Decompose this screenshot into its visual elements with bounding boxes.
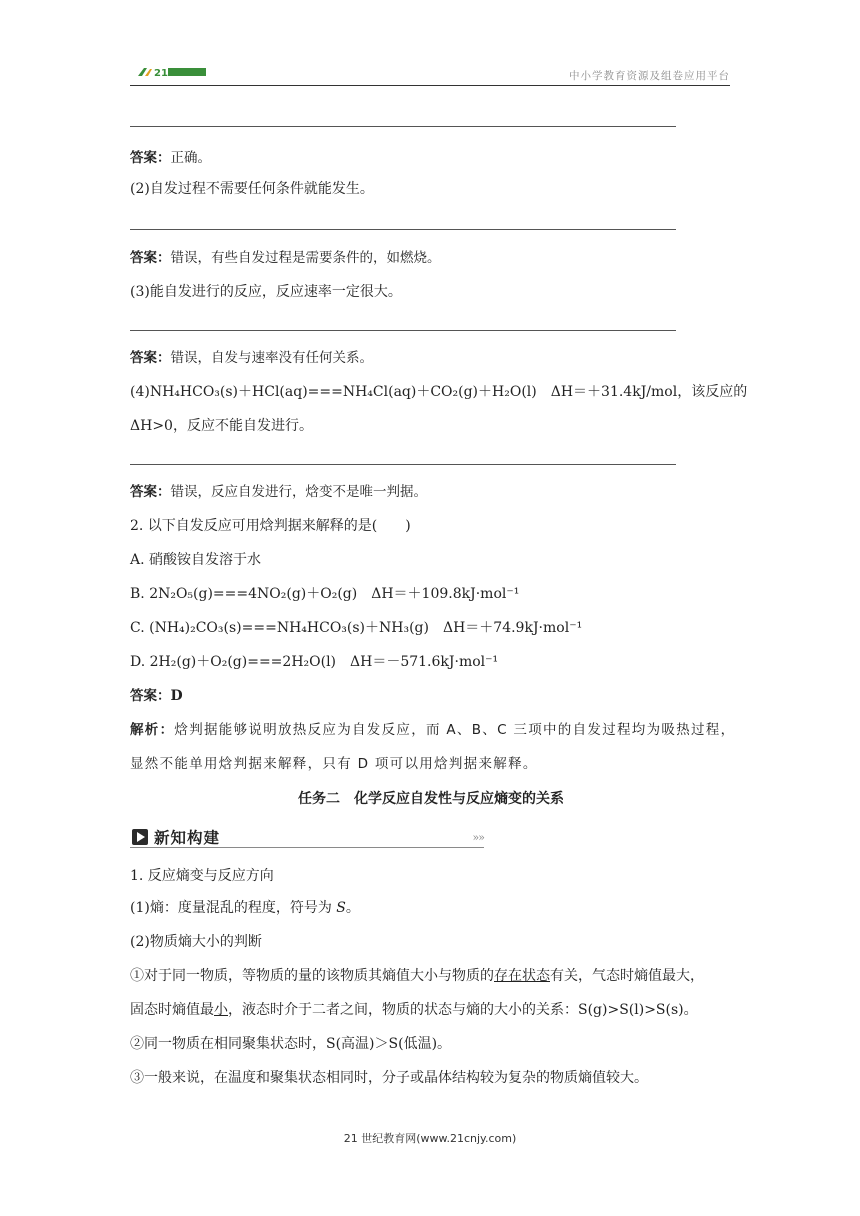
answer-blank <box>130 126 676 127</box>
knowledge-point-1: (1)熵：度量混乱的程度，符号为 S。 <box>130 900 360 916</box>
chevron-right-icon: »» <box>472 831 484 844</box>
logo-icon <box>136 64 208 80</box>
svg-text:21: 21 <box>154 68 168 79</box>
page-header <box>130 58 730 88</box>
statement-4-line1: (4)NH₄HCO₃(s)＋HCl(aq)===NH₄Cl(aq)＋CO₂(g)＋H₂O(l) ΔH＝＋31.4kJ/mol，该反应的 <box>130 384 748 400</box>
statement-2: (2)自发过程不需要任何条件就能发生。 <box>130 181 374 197</box>
answer-blank <box>130 330 676 331</box>
statement-3: (3)能自发进行的反应，反应速率一定很大。 <box>130 284 402 300</box>
option-c: C. (NH₄)₂CO₃(s)===NH₄HCO₃(s)＋NH₃(g) ΔH＝＋74.9kJ·mol⁻¹ <box>130 620 583 636</box>
knowledge-heading: 1. 反应熵变与反应方向 <box>130 868 274 884</box>
answer-1: 答案：正确。 <box>130 150 211 166</box>
option-d: D. 2H₂(g)＋O₂(g)===2H₂O(l) ΔH＝－571.6kJ·mol⁻¹ <box>130 654 499 670</box>
answer-3: 答案：错误，自发与速率没有任何关系。 <box>130 350 373 366</box>
answer-2: 答案：错误，有些自发过程是需要条件的，如燃烧。 <box>130 250 441 266</box>
analysis-line1: 解析：焓判据能够说明放热反应为自发反应，而 A、B、C 三项中的自发过程均为吸热过程， <box>130 722 736 738</box>
page-footer: 21 世纪教育网(www.21cnjy.com) <box>343 1132 517 1145</box>
option-a: A. 硝酸铵自发溶于水 <box>130 552 262 568</box>
knowledge-point-3-line2: 固态时熵值最小，液态时介于二者之间，物质的状态与熵的大小的关系：S(g)>S(l)>S(s)。 <box>130 1002 698 1018</box>
statement-4-line2: ΔH>0，反应不能自发进行。 <box>130 418 313 434</box>
question-2-stem: 2. 以下自发反应可用焓判据来解释的是( ) <box>130 518 411 534</box>
knowledge-point-3-line1: ①对于同一物质，等物质的量的该物质其熵值大小与物质的存在状态有关，气态时熵值最大， <box>130 968 704 984</box>
knowledge-point-4: ②同一物质在相同聚集状态时，S(高温)＞S(低温)。 <box>130 1036 452 1052</box>
platform-name: 中小学教育资源及组卷应用平台 <box>569 70 730 82</box>
section-header <box>130 826 484 848</box>
play-icon <box>132 829 148 845</box>
question-2-answer: 答案：D <box>130 688 183 704</box>
option-b: B. 2N₂O₅(g)===4NO₂(g)＋O₂(g) ΔH＝＋109.8kJ·mol⁻¹ <box>130 586 520 602</box>
task-two-title: 任务二 化学反应自发性与反应熵变的关系 <box>298 791 564 807</box>
answer-4: 答案：错误，反应自发进行，焓变不是唯一判据。 <box>130 484 427 500</box>
answer-blank <box>130 464 676 465</box>
header-divider <box>130 85 730 86</box>
knowledge-point-5: ③一般来说，在温度和聚集状态相同时，分子或晶体结构较为复杂的物质熵值较大。 <box>130 1070 648 1086</box>
answer-blank <box>130 229 676 230</box>
section-divider <box>130 847 484 848</box>
analysis-line2: 显然不能单用焓判据来解释，只有 D 项可以用焓判据来解释。 <box>130 756 538 772</box>
section-title: 新知构建 <box>154 829 221 847</box>
knowledge-point-2: (2)物质熵大小的判断 <box>130 934 262 950</box>
